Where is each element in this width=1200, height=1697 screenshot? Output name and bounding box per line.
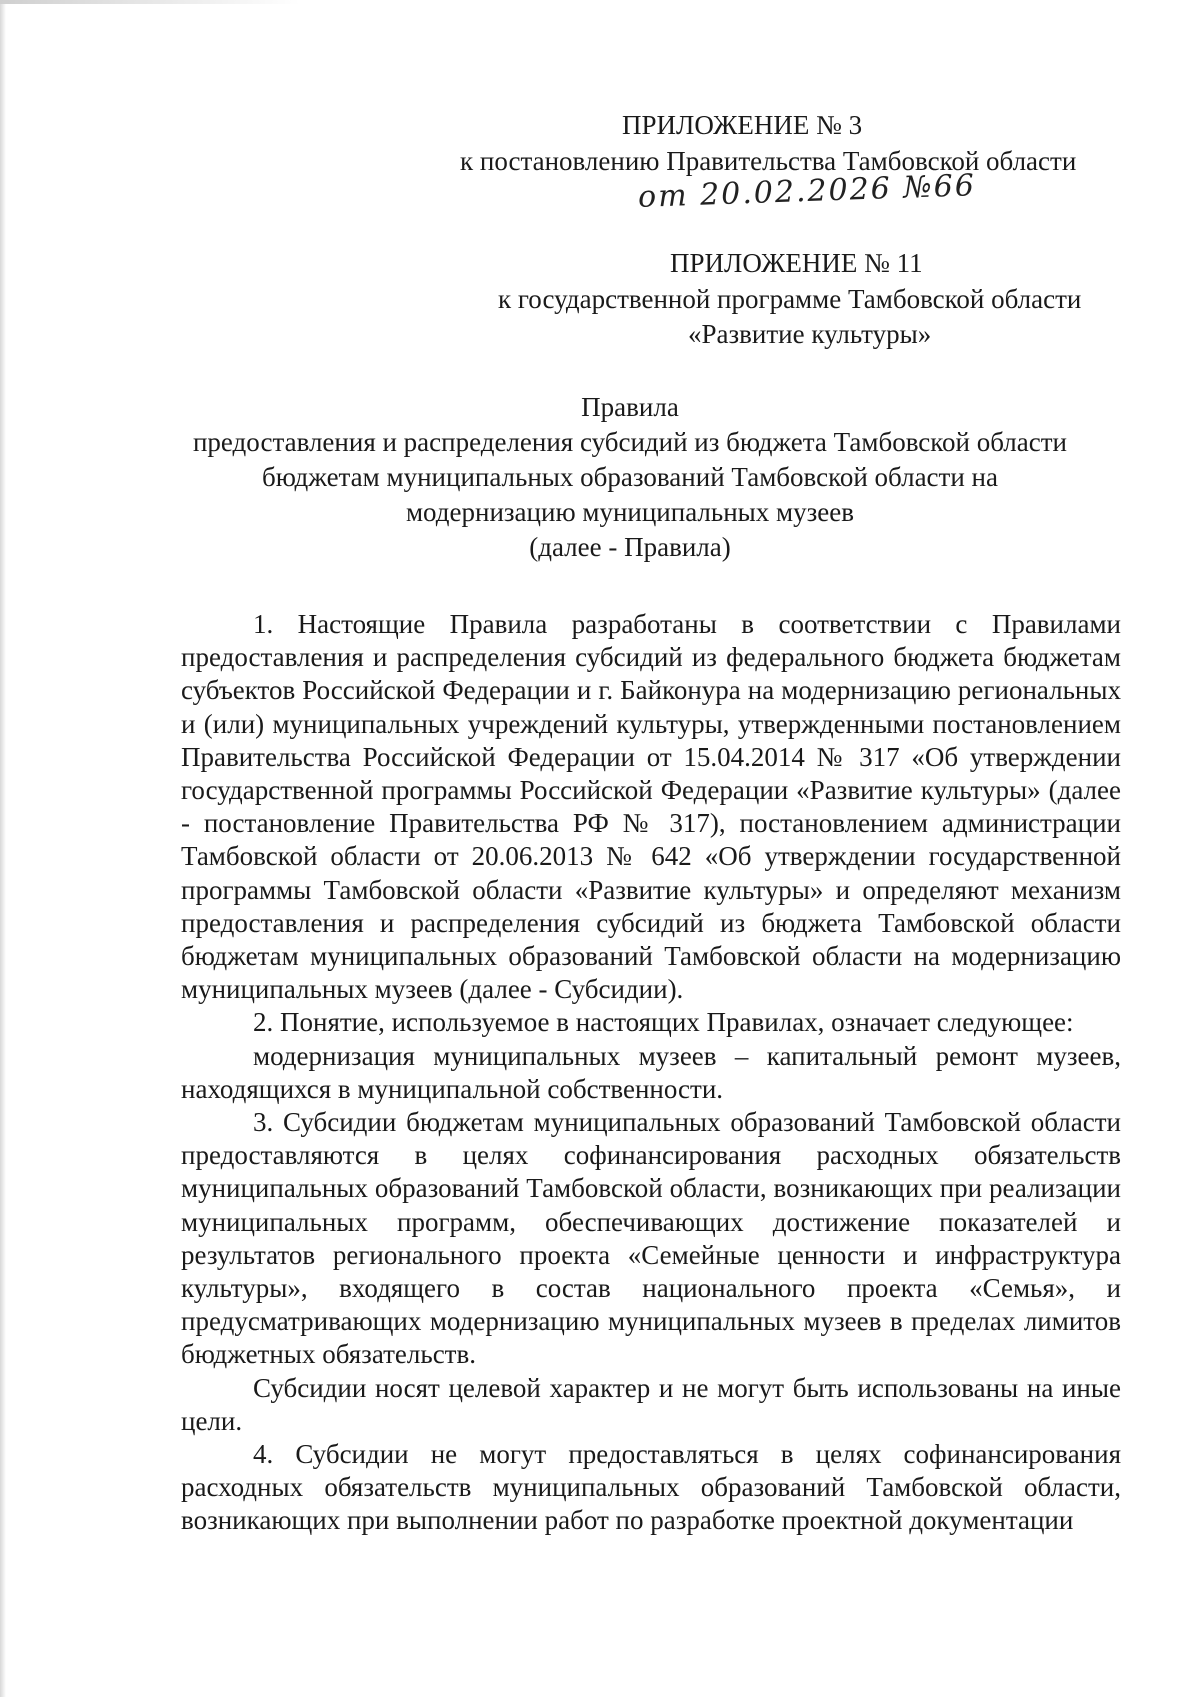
appendix-3-title: ПРИЛОЖЕНИЕ № 3 — [622, 110, 863, 140]
paragraph-4: 3. Субсидии бюджетам муниципальных образований Тамбовской области предоставляются в целях софинансирования расходных обязательств муниципальных образований Тамбовской области, возникающих при реализации муниципальных программ, обеспечивающих достижение показателей и результатов регионального проекта «Семейные ценности и инфраструктура культуры», входящего в состав национального проекта «Семья», и предусматривающих модернизацию муниципальных музеев в пределах лимитов бюджетных обязательств. — [181, 1107, 1121, 1370]
appendix-3-subtitle: к постановлению Правительства Тамбовской области — [460, 146, 1077, 176]
scan-top-shadow — [0, 0, 300, 4]
paragraph-3: модернизация муниципальных музеев – капитальный ремонт музеев, находящихся в муниципальной собственности. — [181, 1040, 1121, 1104]
paragraph-6: 4. Субсидии не могут предоставляться в целях софинансирования расходных обязательств муниципальных образований Тамбовской области, возникающих при выполнении работ по разработке проектной документации — [181, 1439, 1121, 1536]
document-body — [181, 608, 1121, 1538]
program-name: «Развитие культуры» — [688, 319, 932, 349]
title-line-3: бюджетам муниципальных образований Тамбовской области на — [262, 462, 998, 492]
title-line-5: (далее - Правила) — [529, 532, 731, 562]
appendix-11-title: ПРИЛОЖЕНИЕ № 11 — [670, 248, 923, 278]
paragraph-2: 2. Понятие, используемое в настоящих Правилах, означает следующее: — [253, 1007, 1074, 1038]
title-line-1: Правила — [581, 392, 679, 422]
appendix-11-subtitle: к государственной программе Тамбовской области — [498, 284, 1082, 314]
paragraph-1: 1. Настоящие Правила разработаны в соответствии с Правилами предоставления и распределения субсидий из федерального бюджета бюджетам субъектов Российской Федерации и г. Байконура на модернизацию региональных и (или) муниципальных учреждений культуры, утвержденными постановлением Правительства Российской Федерации от 15.04.2014 № 317 «Об утверждении государственной программы Российской Федерации «Развитие культуры» (далее - постановление Правительства РФ № 317), постановлением администрации Тамбовской области от 20.06.2013 № 642 «Об утверждении государственной программы Тамбовской области «Развитие культуры» и определяют механизм предоставления и распределения субсидий из бюджета Тамбовской области бюджетам муниципальных образований Тамбовской области на модернизацию муниципальных музеев (далее - Субсидии). — [181, 609, 1121, 1005]
paragraph-5: Субсидии носят целевой характер и не могут быть использованы на иные цели. — [181, 1372, 1121, 1436]
title-line-4: модернизацию муниципальных музеев — [405, 497, 855, 527]
title-line-2: предоставления и распределения субсидий из бюджета Тамбовской области — [192, 427, 1067, 457]
document-title — [150, 390, 1110, 565]
handwritten-date-number: от 20.02.2026 №66 — [637, 168, 977, 215]
scan-edge-shadow — [0, 0, 6, 1697]
